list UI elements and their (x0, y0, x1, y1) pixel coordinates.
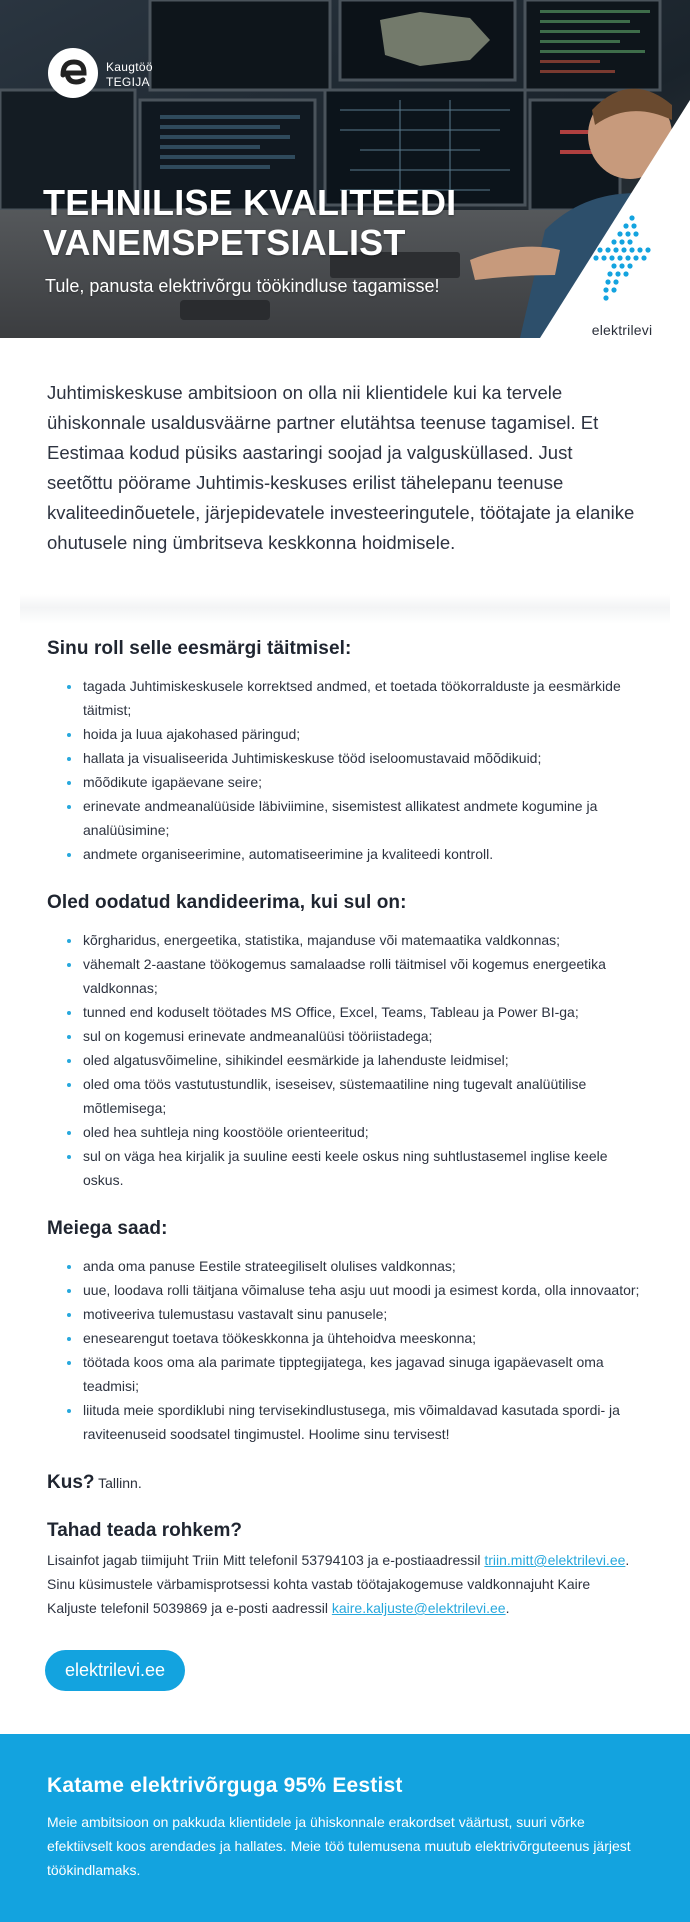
logo-text-line2: TEGIJA (106, 75, 150, 89)
location-value: Tallinn. (98, 1475, 142, 1491)
lightning-dots-icon (586, 212, 658, 316)
list-item: hallata ja visualiseerida Juhtimiskeskuse tööd iseloomustavaid mõõdikuid; (47, 746, 643, 770)
section-title-role: Sinu roll selle eesmärgi täitmisel: (47, 638, 352, 659)
section-title-benefits: Meiega saad: (47, 1218, 168, 1239)
footer-title: Katame elektrivõrguga 95% Eestist (47, 1774, 403, 1797)
role-list (47, 674, 643, 866)
list-item: enesearengut toetava töökeskkonna ja ühtehoidva meeskonna; (47, 1326, 643, 1350)
list-item: erinevate andmeanalüüside läbiviimine, sisemistest allikatest andmete kogumine ja analüüsimine; (47, 794, 643, 842)
location (47, 1472, 643, 1494)
section-divider (20, 594, 670, 624)
requirements-list (47, 928, 643, 1192)
job-title (43, 183, 456, 263)
website-button[interactable]: elektrilevi.ee (45, 1650, 185, 1691)
section-title-requirements: Oled oodatud kandideerima, kui sul on: (47, 892, 407, 913)
footer-text: Meie ambitsioon on pakkuda klientidele ja ühiskonnale erakordset väärtust, suuri võrke efektiivselt koos arendades ja hallates. Meie töö tulemusena muutub elektrivõrguteenus järjest töökindlamaks. (47, 1814, 631, 1878)
hero-subtitle: Tule, panusta elektrivõrgu töökindluse tagamisse! (45, 276, 440, 296)
e-badge-icon (46, 46, 100, 100)
logo-text-line1: Kaugtöö (106, 60, 153, 74)
list-item: töötada koos oma ala parimate tipptegijatega, kes jagavad sinuga igapäevaselt oma teadmisi; (47, 1350, 643, 1398)
kaugtoo-tegija-logo (46, 46, 153, 100)
list-item: oled oma töös vastutustundlik, iseseisev, süstemaatiline ning tugevalt analüütilise mõtlemisega; (47, 1072, 643, 1120)
footer-banner (0, 1734, 690, 1922)
list-item: oled algatusvõimeline, sihikindel eesmärkide ja lahenduste leidmisel; (47, 1048, 643, 1072)
contact-paragraph (47, 1548, 643, 1620)
contact-text-2: . Sinu küsimustele värbamisprotsessi kohta vastab töötajakogemuse valdkonnajuht Kaire Kaljuste telefonil 5039869 ja e-posti aadressil (47, 1552, 630, 1616)
hero-banner (0, 0, 690, 338)
list-item: motiveeriva tulemustasu vastavalt sinu panusele; (47, 1302, 643, 1326)
benefits-list (47, 1254, 643, 1446)
location-label: Kus? (47, 1472, 95, 1493)
job-title-line1: TEHNILISE KVALITEEDI (43, 182, 457, 223)
elektrilevi-logo (576, 212, 668, 338)
intro-paragraph: Juhtimiskeskuse ambitsioon on olla nii klientidele kui ka tervele ühiskonnale usaldusväärne partner elutähtsa teenuse tagamisel. Et Eestimaa kodud püsiks aastaringi soojad ja valgusküllased. Just seetõttu pöörame Juhtimis-keskuses erilist tähelepanu teenuse kvaliteedinõuetele, järjepidevatele investeeringutele, töötajate ja elanike ohutusele ning ümbritseva keskkonna hoidmisele. (47, 382, 635, 553)
list-item: mõõdikute igapäevane seire; (47, 770, 643, 794)
list-item: tagada Juhtimiskeskusele korrektsed andmed, et toetada töökorralduste ja eesmärkide täitmist; (47, 674, 643, 722)
list-item: vähemalt 2-aastane töökogemus samalaadse rolli täitmisel või kogemus energeetika valdkonnas; (47, 952, 643, 1000)
job-title-line2: VANEMSPETSIALIST (43, 222, 406, 263)
list-item: hoida ja luua ajakohased päringud; (47, 722, 643, 746)
list-item: sul on kogemusi erinevate andmeanalüüsi tööriistadega; (47, 1024, 643, 1048)
list-item: liituda meie spordiklubi ning tervisekindlustusega, mis võimaldavad kasutada spordi- ja raviteenuseid soodsatel tingimustel. Hoolime sinu tervisest! (47, 1398, 643, 1446)
contact-text-3: . (505, 1600, 510, 1616)
email-link-triin[interactable]: triin.mitt@elektrilevi.ee (484, 1552, 626, 1568)
list-item: tunned end koduselt töötades MS Office, Excel, Teams, Tableau ja Power BI-ga; (47, 1000, 643, 1024)
contact-title: Tahad teada rohkem? (47, 1520, 242, 1541)
list-item: kõrgharidus, energeetika, statistika, majanduse või matemaatika valdkonnas; (47, 928, 643, 952)
list-item: anda oma panuse Eestile strateegiliselt olulises valdkonnas; (47, 1254, 643, 1278)
email-link-kaire[interactable]: kaire.kaljuste@elektrilevi.ee (331, 1600, 506, 1616)
list-item: oled hea suhtleja ning koostööle orienteeritud; (47, 1120, 643, 1144)
job-details (0, 624, 690, 1691)
list-item: andmete organiseerimine, automatiseerimine ja kvaliteedi kontroll. (47, 842, 643, 866)
list-item: sul on väga hea kirjalik ja suuline eesti keele oskus ning suhtlustasemel inglise keele oskus. (47, 1144, 643, 1192)
brand-name: elektrilevi (591, 322, 653, 338)
contact-text-1: Lisainfot jagab tiimijuht Triin Mitt telefonil 53794103 ja e-postiaadressil (47, 1552, 485, 1568)
list-item: uue, loodava rolli täitjana võimaluse teha asju uut moodi ja esimest korda, olla innovaator; (47, 1278, 643, 1302)
